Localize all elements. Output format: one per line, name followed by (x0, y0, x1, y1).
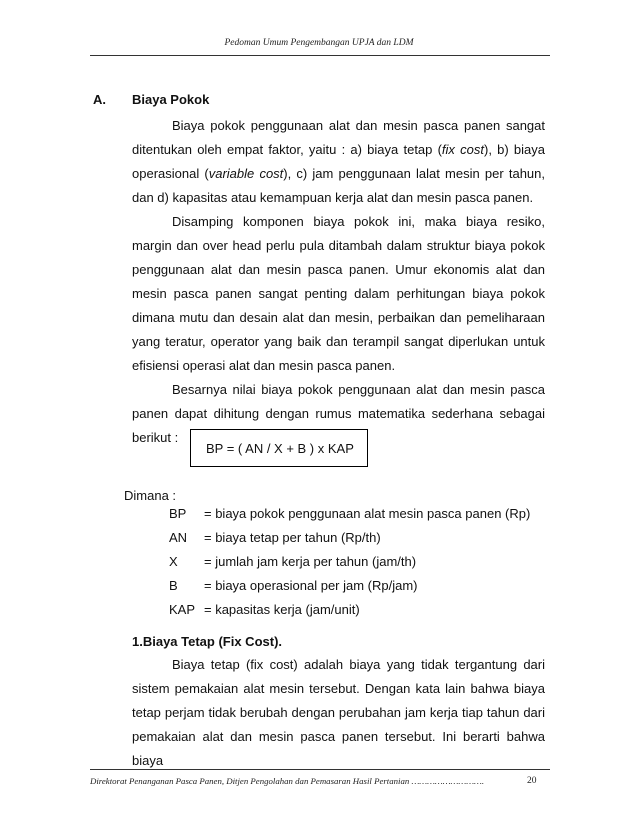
dimana-label: Dimana : (124, 488, 177, 503)
page-number: 20 (527, 776, 537, 786)
section-letter: A. (93, 92, 106, 107)
paragraph-1-part-e: ), c) jam penggunaan lalat mesin per tahun, dan d) kapasitas atau kemampuan kerja alat dan mesin pasca panen. (132, 166, 546, 205)
definition-term: AN (169, 530, 188, 545)
definition-row (169, 598, 530, 622)
definition-term: KAP (169, 602, 196, 617)
definition-text: = kapasitas kerja (jam/unit) (204, 602, 360, 617)
definition-row (169, 550, 530, 574)
definition-text: = biaya tetap per tahun (Rp/th) (204, 530, 381, 545)
definition-text: = jumlah jam kerja per tahun (jam/th) (204, 554, 417, 569)
footer-rule (90, 769, 550, 770)
running-header: Pedoman Umum Pengembangan UPJA dan LDM (224, 38, 414, 48)
paragraph-2: Disamping komponen biaya pokok ini, maka biaya resiko, margin dan over head perlu pula ditambah dalam struktur biaya pokok penggunaan alat dan mesin pasca panen. Umur ekonomis alat dan mesin pasca panen sangat penting dalam perhitungan biaya pokok dimana mutu dan desain alat dan mesin, perbaikan dan pemeliharaan yang teratur, operator yang baik dan terampil sangat diperlukan untuk efisiensi operasi alat dan mesin pasca panen. (132, 214, 545, 373)
paragraph-1-part-a: Biaya pokok penggunaan alat dan mesin pasca panen sangat ditentukan oleh empat faktor, yaitu : a) biaya tetap ( (132, 118, 545, 157)
definitions-list (169, 502, 530, 622)
subsection-title: 1.Biaya Tetap (Fix Cost). (132, 634, 283, 649)
fix-cost-term: fix cost (441, 142, 484, 157)
variable-cost-term: variable cost (208, 166, 284, 181)
definition-term: X (169, 554, 178, 569)
definition-text: = biaya operasional per jam (Rp/jam) (204, 578, 418, 593)
subsection-body (132, 653, 545, 773)
paragraph-1-part-c: ), b) biaya operasional ( (132, 142, 545, 181)
section-title: Biaya Pokok (132, 92, 210, 107)
header-rule (90, 55, 550, 56)
section-body (132, 114, 545, 450)
running-footer: Direktorat Penanganan Pasca Panen, Ditjen Pengolahan dan Pemasaran Hasil Pertanian ………………………. (90, 776, 485, 786)
paragraph-3: Besarnya nilai biaya pokok penggunaan alat dan mesin pasca panen dapat dihitung dengan rumus matematika sederhana sebagai berikut : (132, 382, 545, 445)
formula-box (190, 429, 368, 467)
formula-text: BP = ( AN / X + B ) x KAP (206, 440, 354, 456)
definition-row (169, 502, 530, 526)
definition-term: BP (169, 506, 187, 521)
subsection-paragraph: Biaya tetap (fix cost) adalah biaya yang tidak tergantung dari sistem pemakaian alat mesin tersebut. Dengan kata lain bahwa biaya tetap perjam tidak berubah dengan perubahan jam kerja tiap tahun dari pemakaian alat dan mesin pasca panen tersebut. Ini berarti bahwa biaya (132, 657, 545, 768)
definition-row (169, 526, 530, 550)
paragraph-1 (132, 114, 545, 210)
definition-row (169, 574, 530, 598)
definition-text: = biaya pokok penggunaan alat mesin pasca panen (Rp) (204, 506, 531, 521)
definition-term: B (169, 578, 178, 593)
